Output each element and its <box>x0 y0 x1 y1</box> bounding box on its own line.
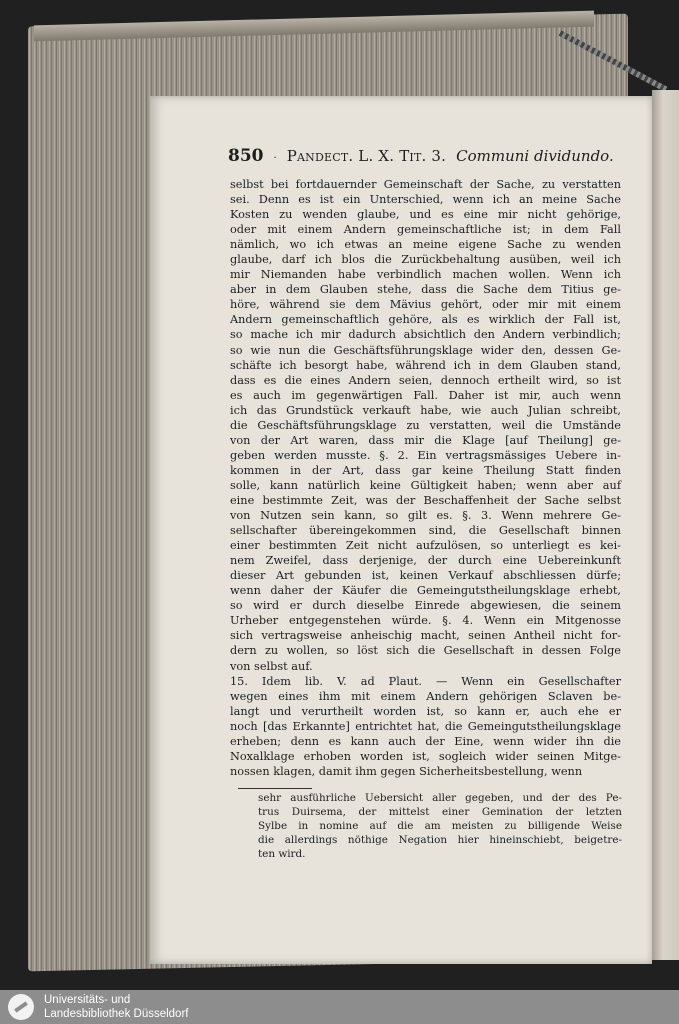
facing-page <box>652 90 679 960</box>
body-line: Andern gemeinschaftlich gehöre, als es wirklich der Fall ist, <box>230 313 621 327</box>
body-line: noch [das Erkannte] entrichtet hat, die Gemeingutstheilungsklage <box>230 719 621 733</box>
footnote-line: Sylbe in nomine auf die am meisten zu billigende Weise <box>258 820 622 832</box>
body-line: die Geschäftsführungsklage zu verstatten, weil die Umstände <box>230 418 621 432</box>
body-line: geben werden musste. §. 2. Ein vertragsmässiges Uebere in- <box>230 448 621 462</box>
body-line: wegen eines ihm mit einem Andern gehörigen Sclaven be- <box>230 689 621 703</box>
library-name-line1: Universitäts- und <box>44 994 131 1006</box>
body-line: oder mit einem Andern gemeinschaftliche ist; in dem Fall <box>230 223 621 237</box>
body-line: nem Zweifel, dass derjenige, der durch eine Uebereinkunft <box>230 554 621 568</box>
header-bullet: · <box>273 153 277 164</box>
running-title: Pandect. L. X. Tit. 3. <box>286 147 447 165</box>
body-line: so wird er durch dieselbe Einrede abgewiesen, die seinem <box>230 599 621 613</box>
body-line: nossen klagen, damit ihm gegen Sicherheitsbestellung, wenn <box>230 764 583 778</box>
body-line: Noxalklage erhoben worden ist, sogleich wider seinen Mitge- <box>230 749 621 763</box>
body-line: solle, kann natürlich keine Gültigkeit haben; wenn aber auf <box>230 478 621 492</box>
body-line: so mache ich mir dadurch absichtlich den Andern verbindlich; <box>230 328 621 342</box>
body-line: dern zu wollen, so löst sich die Gesellschaft in dessen Folge <box>230 644 621 658</box>
body-line: kommen in der Art, dass gar keine Theilung Statt finden <box>230 463 621 477</box>
body-line: höre, während sie dem Mävius gehört, oder mir mit einem <box>230 298 621 312</box>
body-line: so wie nun die Geschäftsführungsklage wider den, dessen Ge- <box>230 343 621 357</box>
body-line: sich vertragsweise anheischig macht, seinen Antheil nicht for- <box>230 629 621 643</box>
footnote-line: ten wird. <box>258 848 306 860</box>
body-line: einer bestimmten Zeit nicht aufzulösen, so unterliegt es kei- <box>230 539 621 553</box>
body-line: sellschafter übereingekommen sind, die Gesellschaft binnen <box>230 524 621 538</box>
body-line: Urheber entgegenstehen würde. §. 4. Wenn ein Mitgenosse <box>230 614 621 628</box>
body-line: sei. Denn es ist ein Unterschied, wenn ich an meine Sache <box>230 193 621 207</box>
body-line: von Nutzen sein kann, so gilt es. §. 3. Wenn mehrere Ge- <box>230 509 621 523</box>
body-line: dass es die eines Andern seien, dennoch ertheilt wird, so ist <box>230 373 621 387</box>
body-line: wenn daher der Käufer die Gemeingutstheilungsklage erhebt, <box>230 584 621 598</box>
footnote-rule <box>238 788 312 789</box>
body-line: ich das Grundstück verkauft habe, wie auch Julian schreibt, <box>230 403 621 417</box>
body-line: langt und verurtheilt worden ist, so kann er, auch ehe er <box>230 704 621 718</box>
body-line: selbst bei fortdauernder Gemeinschaft der Sache, zu verstatten <box>230 178 621 191</box>
body-line: von selbst auf. <box>230 659 313 673</box>
footnote <box>258 791 622 861</box>
body-line: erheben; denn es kann auch der Eine, wenn wider ihn die <box>230 734 621 748</box>
body-line: mir Niemanden habe verbindlich machen wollen. Wenn ich <box>230 268 621 282</box>
body-line: von der Art waren, dass mir die Klage [auf Theilung] ge- <box>230 433 621 447</box>
page-header <box>228 146 622 166</box>
library-logo-icon <box>8 994 34 1020</box>
body-line: es auch im gegenwärtigen Fall. Daher ist mir, auch wenn <box>230 388 621 402</box>
library-name-line2: Landesbibliothek Düsseldorf <box>44 1008 189 1020</box>
body-line: glaube, darf ich blos die Zurückbehaltung ausüben, weil ich <box>230 253 621 267</box>
library-footer <box>0 990 679 1024</box>
section-title: Communi dividundo. <box>456 147 614 165</box>
body-line: dieser Art gebunden ist, keinen Verkauf abschliessen dürfe; <box>230 569 621 583</box>
footnote-line: die allerdings nöthige Negation hier hineinschiebt, beigetre- <box>258 834 622 846</box>
body-line: schäfte ich besorgt habe, während ich in dem Glauben stand, <box>230 358 621 372</box>
body-line: 15. Idem lib. V. ad Plaut. — Wenn ein Gesellschafter <box>230 674 621 688</box>
library-name <box>44 993 188 1021</box>
body-text <box>230 177 621 779</box>
body-line: aber in dem Glauben stehe, dass die Sache dem Titius ge- <box>230 283 621 297</box>
body-line: Kosten zu wenden glaube, und es eine mir nicht gehörige, <box>230 208 621 222</box>
footnote-line: trus Duirsema, der mittelst einer Gemination der letzten <box>258 806 622 818</box>
body-line: eine bestimmte Zeit, was der Beschaffenheit der Sache selbst <box>230 493 621 507</box>
body-line: nämlich, wo ich etwas an meine eigene Sache zu wenden <box>230 238 621 252</box>
footnote-line: sehr ausführliche Uebersicht aller gegeben, und der des Pe- <box>258 792 622 804</box>
page-number: 850 <box>228 146 264 166</box>
